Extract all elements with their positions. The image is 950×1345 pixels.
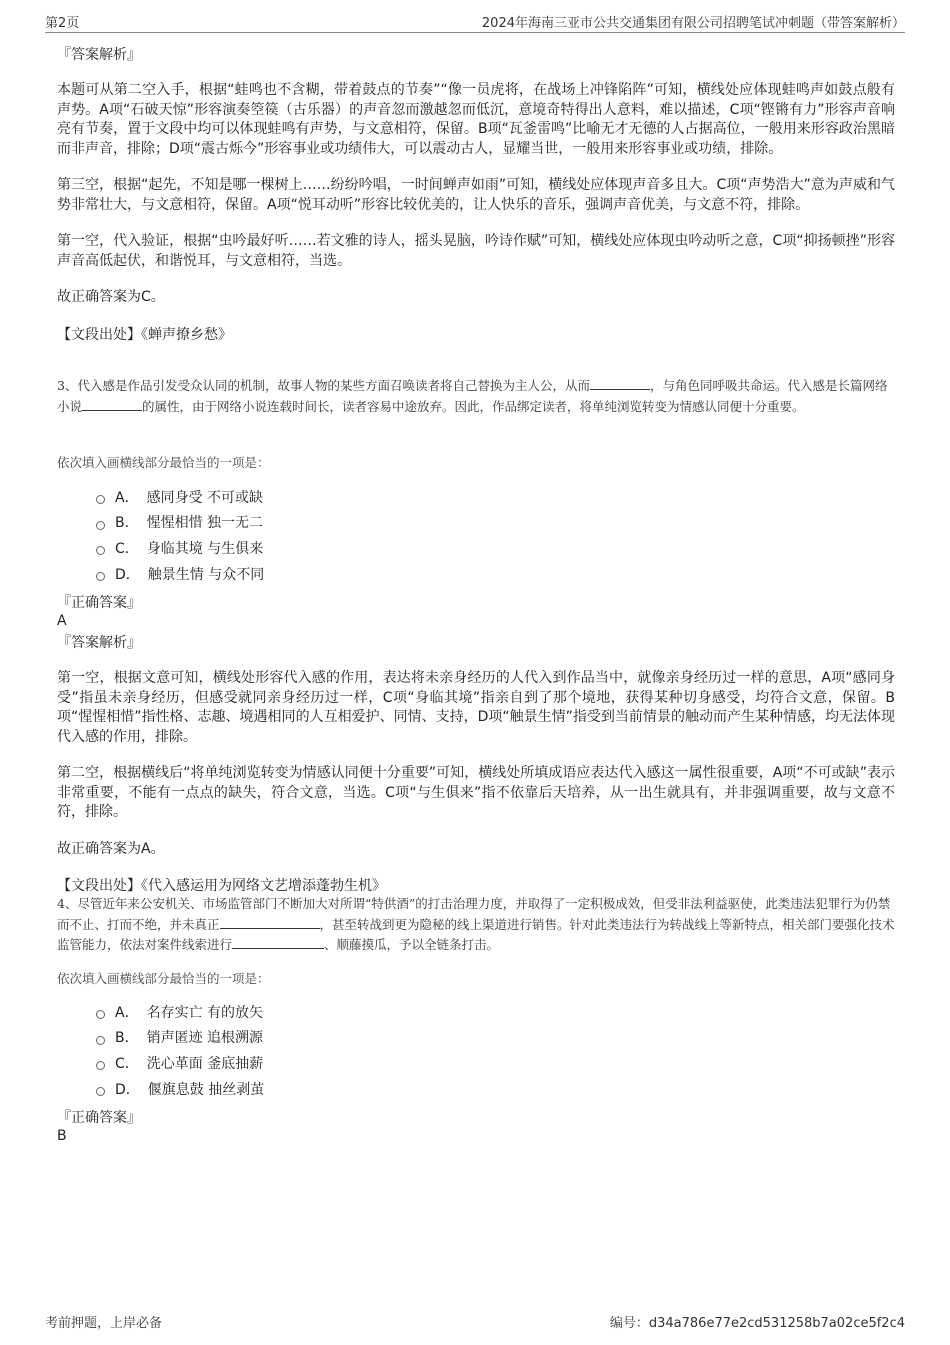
analysis-paragraph: 本题可从第二空入手，根据“蛙鸣也不含糊，带着鼓点的节奏”“像一员虎将，在战场上冲锋陷阵”可知，横线处应体现蛙鸣声如鼓点般有声势。A项“石破天惊”形容演奏箜篌（古乐器）的声音忽而激越忽而低沉，意境奇特得出人意料，难以描述，C项“铿锵有力”形容声音响亮有节奏，置于文段中均可以体现蛙鸣有声势，与文意相符，保留。B项“瓦釜雷鸣”比喻无才无德的人占据高位，一般用来形容政治黑暗而非声音，排除；D项“震古烁今”形容事业或功绩伟大，可以震动古人，显耀当世，一般用来形容事业或功绩，排除。 (57, 82, 895, 157)
passage-source: 【文段出处】《代入感运用为网络文艺增添蓬勃生机》 (57, 878, 386, 894)
radio-icon[interactable] (96, 521, 105, 530)
fill-blank (82, 396, 142, 411)
analysis-label: 『答案解析』 (57, 635, 141, 651)
fill-blank (590, 375, 650, 390)
correct-answer-value: A (57, 613, 67, 629)
analysis-paragraph: 第一空，根据文意可知，横线处形容代入感的作用，表达将未亲身经历的人代入到作品当中，就像亲身经历过一样的意思，A项“感同身受”指虽未亲身经历，但感受就同亲身经历过一样，C项“身临其境”指亲自到了那个境地，获得某种切身感受，均符合文意，保留。B项“惺惺相惜”指性格、志趣、境遇相同的人互相爱护、同情、支持，D项“触景生情”指受到当前情景的触动而产生某种情感，均无法体现代入感的作用，排除。 (57, 670, 895, 745)
footer-slogan: 考前押题，上岸必备 (45, 1316, 163, 1331)
analysis-paragraph: 故正确答案为C。 (57, 289, 165, 305)
question-3-prompt: 依次填入画横线部分最恰当的一项是： (57, 455, 270, 470)
fill-blank (232, 934, 324, 949)
radio-icon[interactable] (96, 546, 105, 555)
analysis-paragraph: 第二空，根据横线后“将单纯浏览转变为情感认同便十分重要”可知，横线处所填成语应表达代入感这一属性很重要，A项“不可或缺”表示非常重要，不能有一点点的缺失，符合文意，当选。C项“与生俱来”指不依靠后天培养，从一出生就具有，并非强调重要，故与文意不符，排除。 (57, 765, 895, 820)
option-b[interactable]: B． 惺惺相惜 独一无二 (96, 510, 264, 536)
section-analysis-q3 (57, 633, 895, 915)
page-number: 第2页 (45, 16, 80, 31)
analysis-label: 『答案解析』 (57, 47, 141, 63)
question-4-prompt: 依次填入画横线部分最恰当的一项是： (57, 971, 270, 986)
radio-icon[interactable] (96, 1087, 105, 1096)
question-3-answer (57, 594, 141, 630)
option-c[interactable]: C． 洗心革面 釜底抽薪 (96, 1050, 264, 1076)
radio-icon[interactable] (96, 1061, 105, 1070)
passage-source: 【文段出处】《蝉声撩乡愁》 (57, 326, 232, 343)
question-3-text: 3、代入感是作品引发受众认同的机制，故事人物的某些方面召唤读者将自己替换为主人公，从而 ，与角色同呼吸共命运。代入感是长篇网络小说 的属性，由于网络小说连载时间长，读者容易中途放弃。因此，作品绑定读者，将单纯浏览转变为情感认同便十分重要。 (57, 375, 895, 416)
correct-answer-value: B (57, 1128, 67, 1144)
correct-answer-label: 『正确答案』 (57, 1110, 141, 1126)
analysis-paragraph: 第一空，代入验证，根据“虫吟最好听……若文雅的诗人，摇头晃脑，吟诗作赋”可知，横线处应体现虫吟动听之意，C项“抑扬顿挫”形容声音高低起伏，和谐悦耳，与文意相符，当选。 (57, 233, 895, 269)
question-3-options (96, 484, 264, 586)
document-title: 2024年海南三亚市公共交通集团有限公司招聘笔试冲刺题（带答案解析） (481, 16, 905, 31)
page-header (45, 10, 905, 33)
radio-icon[interactable] (96, 1036, 105, 1045)
radio-icon[interactable] (96, 1010, 105, 1019)
option-a[interactable]: A． 感同身受 不可或缺 (96, 484, 264, 510)
option-a[interactable]: A． 名存实亡 有的放矢 (96, 999, 264, 1025)
radio-icon[interactable] (96, 572, 105, 581)
fill-blank (220, 914, 320, 929)
question-4-text: 4、尽管近年来公安机关、市场监管部门不断加大对所谓“特供酒”的打击治理力度，并取得了一定积极成效，但受非法利益驱使，此类违法犯罪行为仍禁而不止、打而不绝，并未真正 ，甚至转战到更为隐秘的线上渠道进行销售。针对此类违法行为转战线上等新特点，相关部门要强化技术监管能力，依法对案件线索进行 、顺藤摸瓜，予以全链条打击。 (57, 896, 895, 952)
section-analysis-q2 (57, 45, 895, 364)
document-id: 编号：d34a786e77e2cd531258b7a02ce5f2c4 (609, 1316, 905, 1331)
option-b[interactable]: B． 销声匿迹 追根溯源 (96, 1025, 264, 1051)
analysis-paragraph: 故正确答案为A。 (57, 840, 165, 857)
radio-icon[interactable] (96, 495, 105, 504)
option-d[interactable]: D． 触景生情 与众不同 (96, 561, 264, 587)
option-c[interactable]: C． 身临其境 与生俱来 (96, 535, 264, 561)
analysis-paragraph: 第三空，根据“起先，不知是哪一棵树上……纷纷吟唱，一时间蝉声如雨”可知，横线处应体现声音多且大。C项“声势浩大”意为声威和气势非常壮大，与文意相符，保留。A项“悦耳动听”形容比较优美的，让人快乐的音乐，强调声音优美，与文意不符，排除。 (57, 177, 895, 213)
option-d[interactable]: D． 偃旗息鼓 抽丝剥茧 (96, 1076, 264, 1102)
question-4-options (96, 999, 264, 1101)
correct-answer-label: 『正确答案』 (57, 595, 141, 611)
question-4-answer (57, 1109, 141, 1145)
